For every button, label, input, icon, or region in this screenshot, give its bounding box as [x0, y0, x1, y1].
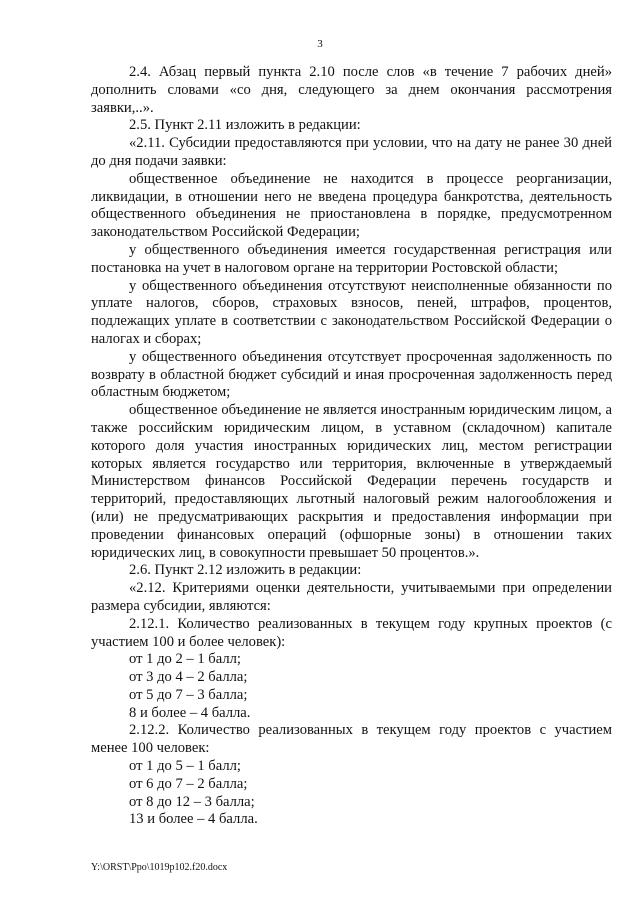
list-item-score: от 8 до 12 – 3 балла; — [129, 793, 255, 810]
paragraph-2-12-2: 2.12.2. Количество реализованных в текущем году проектов с участием менее 100 человек: — [91, 722, 612, 757]
list-item-score: от 6 до 7 – 2 балла; — [129, 775, 248, 792]
paragraph-condition-registration: у общественного объединения имеется государственная регистрация или постановка на учет в налоговом органе на территории Ростовской области; — [91, 241, 612, 276]
list-item-score: от 3 до 4 – 2 балла; — [129, 669, 248, 686]
paragraph-2-5: 2.5. Пункт 2.11 изложить в редакции: — [129, 117, 361, 134]
list-item-score: от 1 до 5 – 1 балл; — [129, 758, 241, 775]
paragraph-2-4: 2.4. Абзац первый пункта 2.10 после слов «в течение 7 рабочих дней» дополнить словами «со дня, следующего за днем окончания рассмотрения заявки,..». — [91, 64, 612, 116]
list-item-score: 8 и более – 4 балла. — [129, 704, 251, 721]
paragraph-2-12-1: 2.12.1. Количество реализованных в текущем году крупных проектов (с участием 100 и более человек): — [91, 615, 612, 650]
paragraph-condition-debt: у общественного объединения отсутствует просроченная задолженность по возврату в областной бюджет субсидий и иная просроченная задолженность перед областным бюджетом; — [91, 348, 612, 401]
footer-file-path: Y:\ORST\Ppo\1019p102.f20.docx — [91, 862, 228, 873]
page-number: 3 — [317, 38, 323, 50]
document-body — [91, 64, 612, 829]
paragraph-2-11-intro: «2.11. Субсидии предоставляются при условии, что на дату не ранее 30 дней до дня подачи заявки: — [91, 135, 612, 169]
paragraph-2-12-intro: «2.12. Критериями оценки деятельности, учитываемыми при определении размера субсидии, являются: — [91, 580, 612, 614]
paragraph-condition-taxes: у общественного объединения отсутствуют неисполненные обязанности по уплате налогов, сборов, страховых взносов, пеней, штрафов, процентов, подлежащих уплате в соответствии с законодательством Российской Федерации о налогах и сборах; — [91, 277, 612, 347]
list-item-score: 13 и более – 4 балла. — [129, 811, 258, 828]
paragraph-2-6: 2.6. Пункт 2.12 изложить в редакции: — [129, 562, 362, 579]
paragraph-condition-reorganization: общественное объединение не находится в процессе реорганизации, ликвидации, в отношении него не введена процедура банкротства, деятельность общественного объединения не приостановлена в порядке, предусмотренном законодательством Российской Федерации; — [91, 170, 612, 241]
list-item-score: от 1 до 2 – 1 балл; — [129, 651, 241, 668]
list-item-score: от 5 до 7 – 3 балла; — [129, 686, 248, 703]
paragraph-condition-foreign: общественное объединение не является иностранным юридическим лицом, а также российским юридическим лицом, в уставном (складочном) капитале которого доля участия иностранных юридических лиц, местом регистрации которых является государство или территория, включенные в утверждаемый Министерством финансов Российской Федерации перечень государств и территорий, предоставляющих льготный налоговый режим налогообложения и (или) не предусматривающих раскрытия и предоставления информации при проведении финансовых операций (офшорные зоны) в отношении таких юридических лиц, в совокупности превышает 50 процентов.». — [91, 402, 612, 561]
